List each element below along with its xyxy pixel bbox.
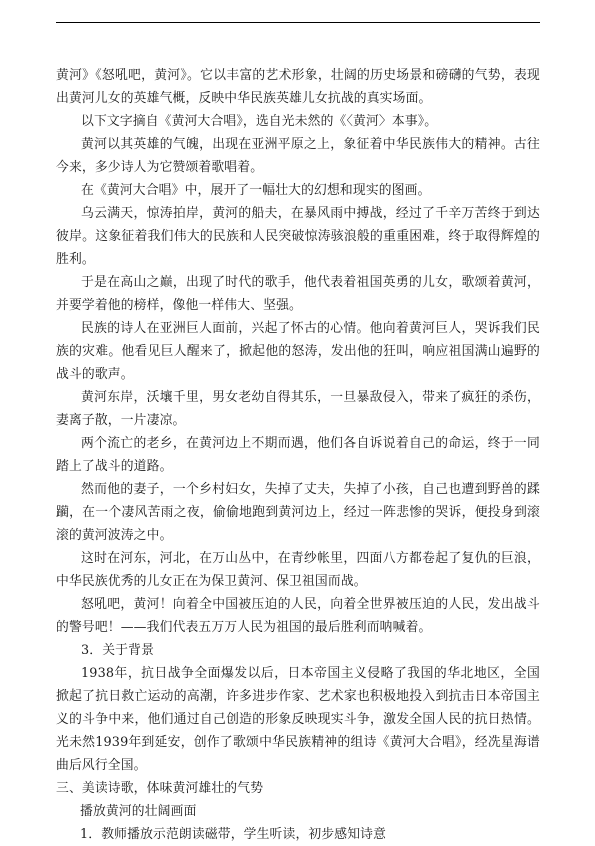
header-rule — [56, 22, 540, 23]
section-heading-reading: 三、美读诗歌，体味黄河雄壮的气势 — [56, 781, 264, 796]
paragraph-excerpt-source: 以下文字摘自《黄河大合唱》，选自光未然的《〈黄河〉本事》。 — [81, 114, 438, 129]
paragraph-play-footage: 播放黄河的壮阔画面 — [80, 804, 197, 819]
paragraph-wife: 然而他的妻子，一个乡村妇女，失掉了丈夫，失掉了小孩，自己也遭到野兽的蹂躏，在一个凄风苦雨之夜，偷偷地跑到黄河边上，经过一阵悲惨的哭诉，便投身到滚滚的黄河波涛之中。 — [56, 482, 540, 543]
paragraph-east-bank: 黄河东岸，沃壤千里，男女老幼自得其乐，一旦暴敌侵入，带来了疯狂的杀伤，妻离子散，一片凄凉。 — [56, 390, 540, 428]
document-body — [56, 64, 540, 846]
paragraph-revenge: 这时在河东，河北，在万山丛中，在青纱帐里，四面八方都卷起了复仇的巨浪，中华民族优秀的儿女正在为保卫黄河、保卫祖国而战。 — [56, 551, 540, 589]
paragraph-poet: 民族的诗人在亚洲巨人面前，兴起了怀古的心情。他向着黄河巨人，哭诉我们民族的灾难。他看见巨人醒来了，掀起他的怒涛，发出他的狂叫，响应祖国满山遍野的战斗的歌声。 — [56, 321, 540, 382]
section-heading-background: 3．关于背景 — [81, 643, 155, 658]
paragraph-roar: 怒吼吧，黄河！向着全中国被压迫的人民，向着全世界被压迫的人民，发出战斗的警号吧！——我们代表五万万人民为祖国的最后胜利而呐喊着。 — [56, 597, 540, 635]
paragraph-refugees: 两个流亡的老乡，在黄河边上不期而遇，他们各自诉说着自己的命运，终于一同踏上了战斗的道路。 — [56, 436, 540, 474]
paragraph-boatmen: 乌云满天，惊涛拍岸，黄河的船夫，在暴风雨中搏战，经过了千辛万苦终于到达彼岸。这象征着我们伟大的民族和人民突破惊涛骇浪般的重重困难，终于取得辉煌的胜利。 — [56, 206, 540, 267]
paragraph-picture: 在《黄河大合唱》中，展开了一幅壮大的幻想和现实的图画。 — [81, 183, 431, 198]
paragraph-intro: 黄河》《怒吼吧，黄河》。它以丰富的艺术形象，壮阔的历史场景和磅礴的气势，表现出黄河儿女的英雄气概，反映中华民族英雄儿女抗战的真实场面。 — [56, 68, 540, 106]
paragraph-yellow-river-spirit: 黄河以其英雄的气魄，出现在亚洲平原之上，象征着中华民族伟大的精神。古往今来，多少诗人为它赞颂着歌唱着。 — [56, 137, 540, 175]
paragraph-singer: 于是在高山之巅，出现了时代的歌手，他代表着祖国英勇的儿女，歌颂着黄河，并要学着他的榜样，像他一样伟大、坚强。 — [56, 275, 540, 313]
paragraph-teacher-reading: 1．教师播放示范朗读磁带，学生听读，初步感知诗意 — [80, 827, 387, 842]
paragraph-background: 1938年，抗日战争全面爆发以后，日本帝国主义侵略了我国的华北地区，全国掀起了抗日救亡运动的高潮，许多进步作家、艺术家也积极地投入到抗击日本帝国主义的斗争中来，他们通过自己创造的形象反映现实斗争，激发全国人民的抗日热情。光未然1939年到延安，创作了歌颂中华民族精神的组诗《黄河大合唱》，经冼星海谱曲后风行全国。 — [56, 666, 540, 773]
